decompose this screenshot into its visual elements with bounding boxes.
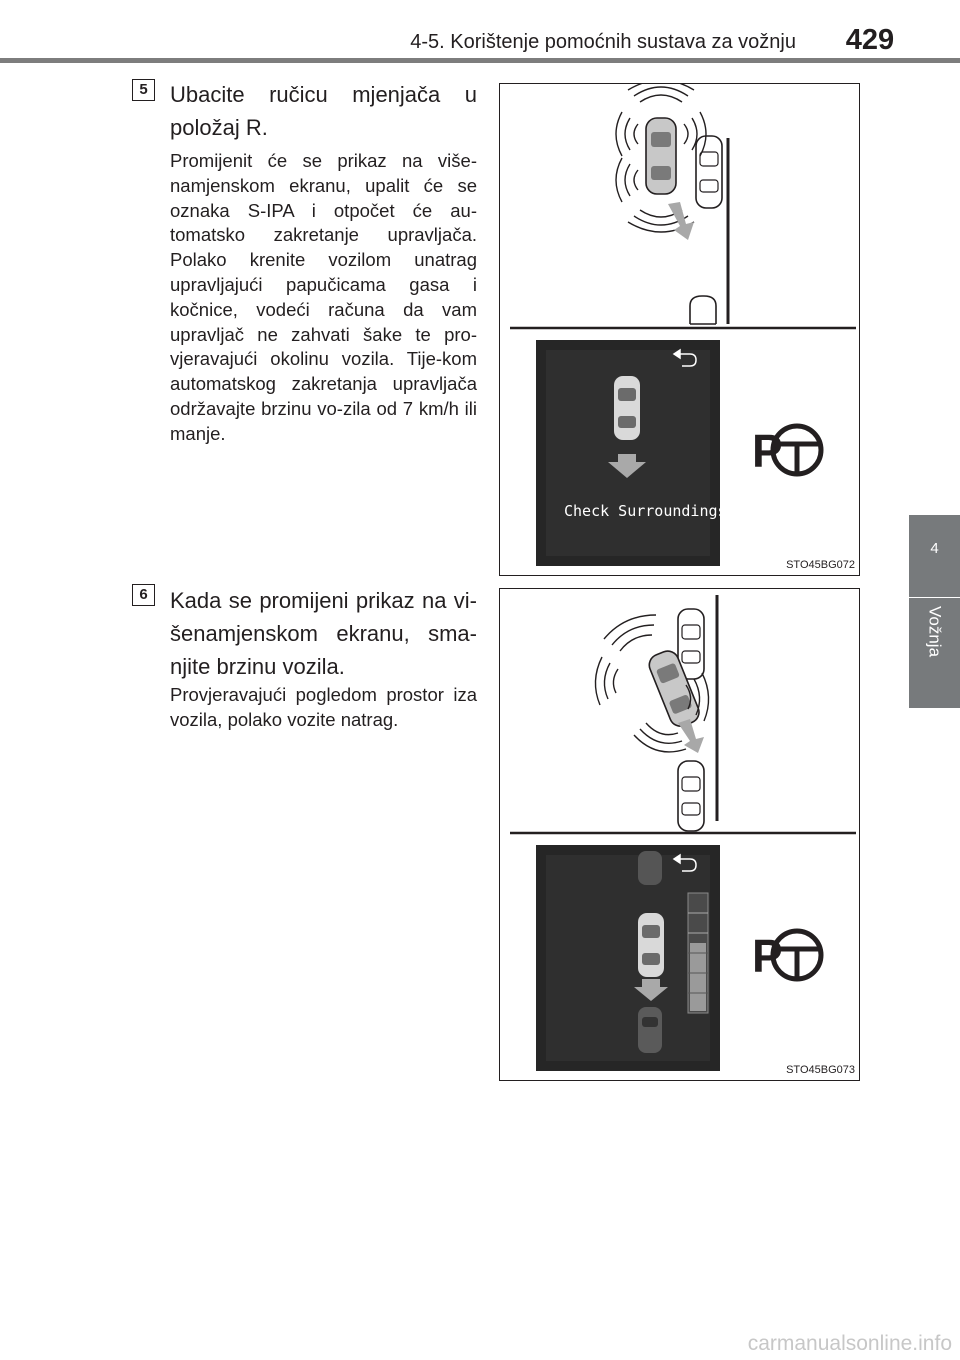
- chapter-tab-label-text: Vožnja: [925, 606, 945, 658]
- parking-indicator-icon: P: [752, 425, 783, 477]
- step-6-badge: 6: [132, 584, 155, 606]
- header-title: 4-5. Korištenje pomoćnih sustava za vožnju: [410, 31, 796, 53]
- distance-gauge-icon: [688, 893, 708, 1013]
- own-car-icon: [646, 118, 676, 194]
- figure-step-6-illustration: [500, 589, 861, 1082]
- step-5-badge: 5: [132, 79, 155, 101]
- screen-car-behind-icon: [638, 1007, 662, 1053]
- reverse-direction-arrow-icon: [668, 202, 694, 240]
- figure-code: STO45BG072: [786, 559, 855, 571]
- watermark: carmanualsonline.info: [747, 1332, 952, 1355]
- screen-car-icon: [638, 913, 664, 977]
- screen-car-ahead-icon: [638, 851, 662, 885]
- step-5-body: Promijenit će se prikaz na više-namjenskom ekranu, upalit će se oznaka S-IPA i otpočet će au-tomatsko zakretanje upravljača. Polako krenite vozilom unatrag upravljajući papučicama gasa i kočnice, vodeći računa da vam upravljač ne zahvati šake te pro-vjeravajući okolinu vozila. Tije-kom automatskog zakretanja upravljača održavajte brzinu vo-zila od 7 km/h ili manje.: [170, 150, 477, 444]
- reverse-direction-arrow-icon: [678, 719, 704, 753]
- header-rule: [0, 58, 960, 63]
- step-6-body: Provjeravajući pogledom prostor iza vozila, polako vozite natrag.: [170, 684, 477, 730]
- figure-code: STO45BG073: [786, 1064, 855, 1076]
- figure-step-5: [499, 83, 860, 576]
- page-number: 429: [845, 24, 895, 56]
- chapter-tab-label: [909, 598, 960, 708]
- step-5-title: Ubacite ručicu mjenjača u položaj R.: [170, 82, 477, 140]
- parked-car-rear-icon: [678, 761, 704, 831]
- chapter-tab-number: 4: [930, 540, 939, 557]
- figure-step-6: [499, 588, 860, 1081]
- parked-car-icon: [696, 136, 722, 208]
- parked-car-rear-icon: [690, 296, 716, 324]
- screen-message: Check Surroundings: [564, 502, 727, 520]
- step-6-title: Kada se promijeni prikaz na vi-šenamjenskom ekranu, sma-njite brzinu vozila.: [170, 588, 477, 679]
- parking-indicator-icon: P: [752, 930, 783, 982]
- screen-car-icon: [614, 376, 640, 440]
